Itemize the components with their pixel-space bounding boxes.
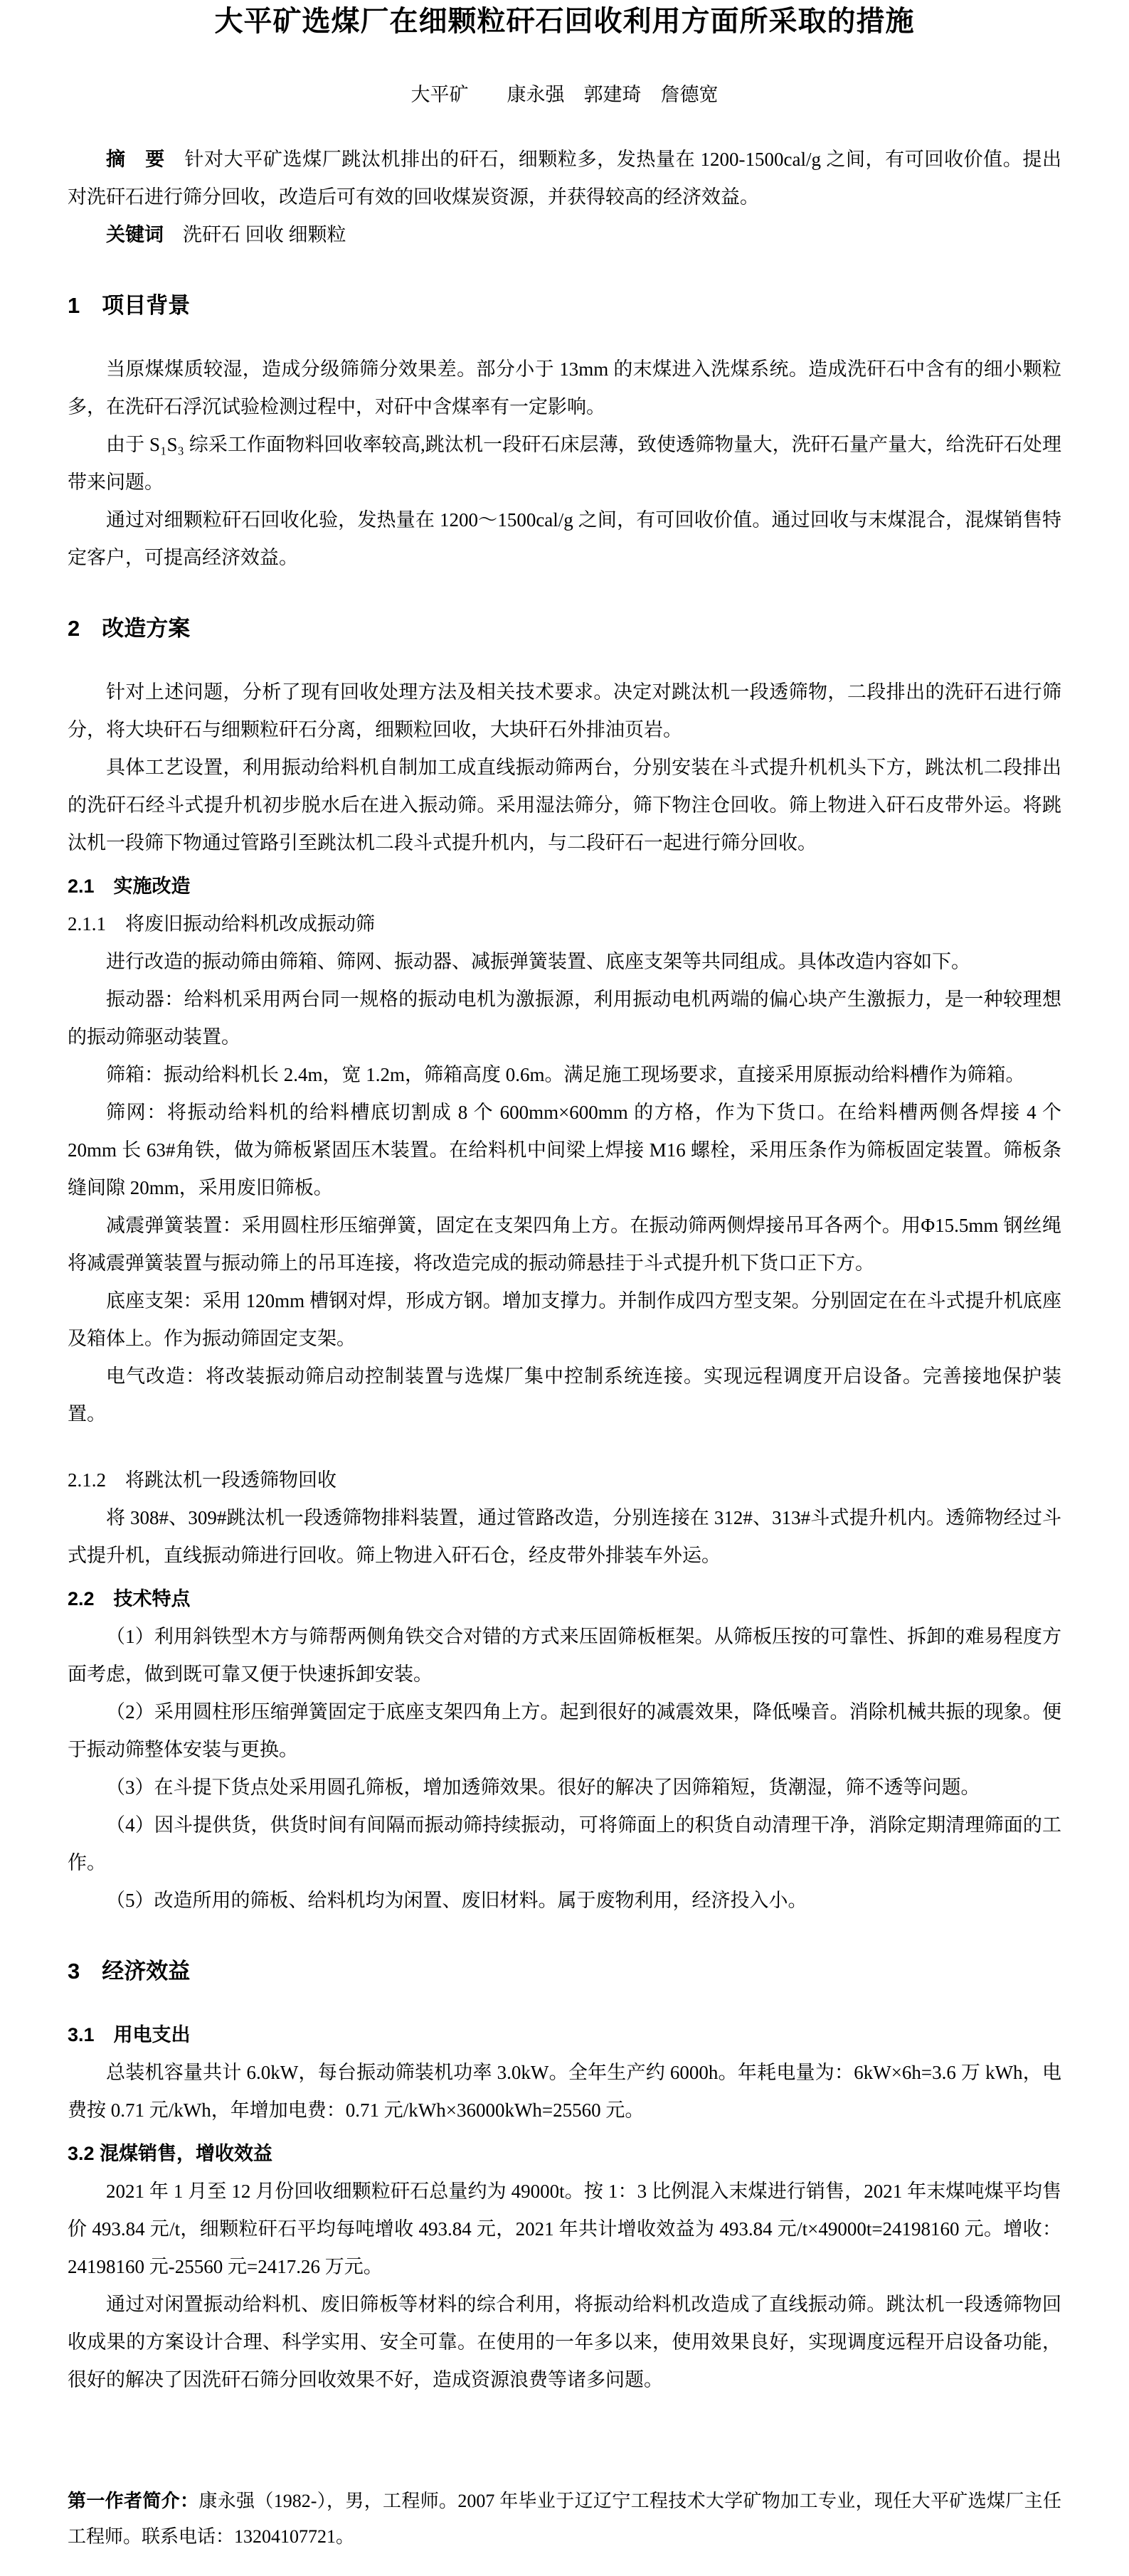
- section-1-paragraph-1: 当原煤煤质较湿，造成分级筛筛分效果差。部分小于 13mm 的末煤进入洗煤系统。造成洗矸石中含有的细小颗粒多，在洗矸石浮沉试验检测过程中，对矸中含煤率有一定影响。: [68, 358, 1061, 417]
- section-2-1-1-paragraph-7: 电气改造：将改装振动筛启动控制装置与选煤厂集中控制系统连接。实现远程调度开启设备。完善接地保护装置。: [68, 1366, 1061, 1425]
- section-2-1-1-paragraph-5: 减震弹簧装置：采用圆柱形压缩弹簧，固定在支架四角上方。在振动筛两侧焊接吊耳各两个。用Φ15.5mm 钢丝绳将减震弹簧装置与振动筛上的吊耳连接，将改造完成的振动筛悬挂于斗式提升机下货口正下方。: [68, 1215, 1061, 1274]
- section-2-1-1-paragraph-2: 振动器：给料机采用两台同一规格的振动电机为激振源，利用振动电机两端的偏心块产生激振力，是一种较理想的振动筛驱动装置。: [68, 989, 1061, 1048]
- section-3-1-heading: 3.1 用电支出: [68, 2024, 191, 2045]
- section-3-1-paragraph-1: 总装机容量共计 6.0kW，每台振动筛装机功率 3.0kW。全年生产约 6000h。年耗电量为：6kW×6h=3.6 万 kWh，电费按 0.71 元/kWh，年增加电费：0.71 元/kWh×36000kWh=25560 元。: [68, 2062, 1061, 2121]
- abstract-text: 针对大平矿选煤厂跳汰机排出的矸石，细颗粒多，发热量在 1200-1500cal/g 之间，有可回收价值。提出对洗矸石进行筛分回收，改造后可有效的回收煤炭资源，并获得较高的经济效益。: [68, 149, 1062, 208]
- section-2-heading: 2 改造方案: [68, 616, 191, 641]
- section-2-1-1-paragraph-3: 筛箱：振动给料机长 2.4m，宽 1.2m，筛箱高度 0.6m。满足施工现场要求，直接采用原振动给料槽作为筛箱。: [106, 1064, 1025, 1085]
- page-title: 大平矿选煤厂在细颗粒矸石回收利用方面所采取的措施: [214, 6, 915, 37]
- section-1-heading: 1 项目背景: [68, 293, 191, 318]
- section-2-paragraph-2: 具体工艺设置，利用振动给料机自制加工成直线振动筛两台，分别安装在斗式提升机机头下方，跳汰机二段排出的洗矸石经斗式提升机初步脱水后在进入振动筛。采用湿法筛分，筛下物注仓回收。筛上物进入矸石皮带外运。将跳汰机一段筛下物通过管路引至跳汰机二段斗式提升机内，与二段矸石一起进行筛分回收。: [68, 757, 1061, 853]
- section-2-1-1-paragraph-1: 进行改造的振动筛由筛箱、筛网、振动器、减振弹簧装置、底座支架等共同组成。具体改造内容如下。: [106, 951, 970, 972]
- section-2-1-1-paragraph-6: 底座支架：采用 120mm 槽钢对焊，形成方钢。增加支撑力。并制作成四方型支架。分别固定在在斗式提升机底座及箱体上。作为振动筛固定支架。: [68, 1290, 1061, 1349]
- first-author-bio: [68, 2483, 1061, 2555]
- section-3-2-paragraph-1: 2021 年 1 月至 12 月份回收细颗粒矸石总量约为 49000t。按 1：3 比例混入末煤进行销售，2021 年末煤吨煤平均售价 493.84 元/t，细颗粒矸石平均每吨增收 493.84 元，2021 年共计增收效益为 493.84 元/t×49000t=24198160 元。增收：24198160 元-25560 元=2417.26 万元。: [68, 2181, 1061, 2277]
- section-1-paragraph-3: 通过对细颗粒矸石回收化验，发热量在 1200～1500cal/g 之间，有可回收价值。通过回收与末煤混合，混煤销售特定客户，可提高经济效益。: [68, 509, 1061, 568]
- section-2-2-item-4: （4）因斗提供货，供货时间有间隔而振动筛持续振动，可将筛面上的积货自动清理干净，消除定期清理筛面的工作。: [68, 1814, 1061, 1873]
- first-author-bio-text: 康永强（1982-），男，工程师。2007 年毕业于辽辽宁工程技术大学矿物加工专业，现任大平矿选煤厂主任工程师。联系电话：13204107721。: [68, 2491, 1061, 2547]
- abstract-paragraph: [68, 141, 1061, 216]
- section-2-2-item-3: （3）在斗提下货点处采用圆孔筛板，增加透筛效果。很好的解决了因筛箱短，货潮湿，筛不透等问题。: [106, 1777, 980, 1798]
- section-2-paragraph-1: 针对上述问题，分析了现有回收处理方法及相关技术要求。决定对跳汰机一段透筛物，二段排出的洗矸石进行筛分，将大块矸石与细颗粒矸石分离，细颗粒回收，大块矸石外排油页岩。: [68, 681, 1061, 740]
- section-3-2-heading: 3.2 混煤销售，增收效益: [68, 2143, 273, 2164]
- keywords-paragraph: [68, 216, 1061, 254]
- section-2-1-heading: 2.1 实施改造: [68, 875, 191, 897]
- section-2-2-heading: 2.2 技术特点: [68, 1588, 191, 1609]
- section-2-1-2-heading: 2.1.2 将跳汰机一段透筛物回收: [68, 1469, 336, 1491]
- section-3-heading: 3 经济效益: [68, 1959, 191, 1984]
- keywords-label: 关键词: [106, 224, 164, 245]
- section-2-1-1-paragraph-4: 筛网：将振动给料机的给料槽底切割成 8 个 600mm×600mm 的方格，作为下货口。在给料槽两侧各焊接 4 个 20mm 长 63#角铁，做为筛板紧固压木装置。在给料机中间梁上焊接 M16 螺栓，采用压条作为筛板固定装置。筛板条缝间隙 20mm，采用废旧筛板。: [68, 1102, 1061, 1198]
- keywords-text: 洗矸石 回收 细颗粒: [164, 224, 346, 245]
- section-2-2-item-2: （2）采用圆柱形压缩弹簧固定于底座支架四角上方。起到很好的减震效果，降低噪音。消除机械共振的现象。便于振动筛整体安装与更换。: [68, 1701, 1061, 1760]
- section-2-1-2-paragraph-1: 将 308#、309#跳汰机一段透筛物排料装置，通过管路改造，分别连接在 312#、313#斗式提升机内。透筛物经过斗式提升机，直线振动筛进行回收。筛上物进入矸石仓，经皮带外排装车外运。: [68, 1507, 1061, 1566]
- section-2-1-1-heading: 2.1.1 将废旧振动给料机改成振动筛: [68, 913, 375, 935]
- section-1-paragraph-2: 由于 S₁S₃ 综采工作面物料回收率较高,跳汰机一段矸石床层薄，致使透筛物量大，洗矸石量产量大，给洗矸石处理带来问题。: [68, 434, 1061, 493]
- section-3-2-paragraph-2: 通过对闲置振动给料机、废旧筛板等材料的综合利用，将振动给料机改造成了直线振动筛。跳汰机一段透筛物回收成果的方案设计合理、科学实用、安全可靠。在使用的一年多以来，使用效果良好，实现调度远程开启设备功能，很好的解决了因洗矸石筛分回收效果不好，造成资源浪费等诸多问题。: [68, 2294, 1061, 2390]
- abstract-label: 摘 要: [106, 149, 165, 170]
- first-author-bio-label: 第一作者简介：: [68, 2490, 199, 2511]
- authors-line: 大平矿 康永强 郭建琦 詹德宽: [410, 84, 719, 105]
- section-2-2-item-5: （5）改造所用的筛板、给料机均为闲置、废旧材料。属于废物利用，经济投入小。: [106, 1890, 807, 1911]
- section-2-2-item-1: （1）利用斜铁型木方与筛帮两侧角铁交合对错的方式来压固筛板框架。从筛板压按的可靠性、拆卸的难易程度方面考虑，做到既可靠又便于快速拆卸安装。: [68, 1626, 1061, 1685]
